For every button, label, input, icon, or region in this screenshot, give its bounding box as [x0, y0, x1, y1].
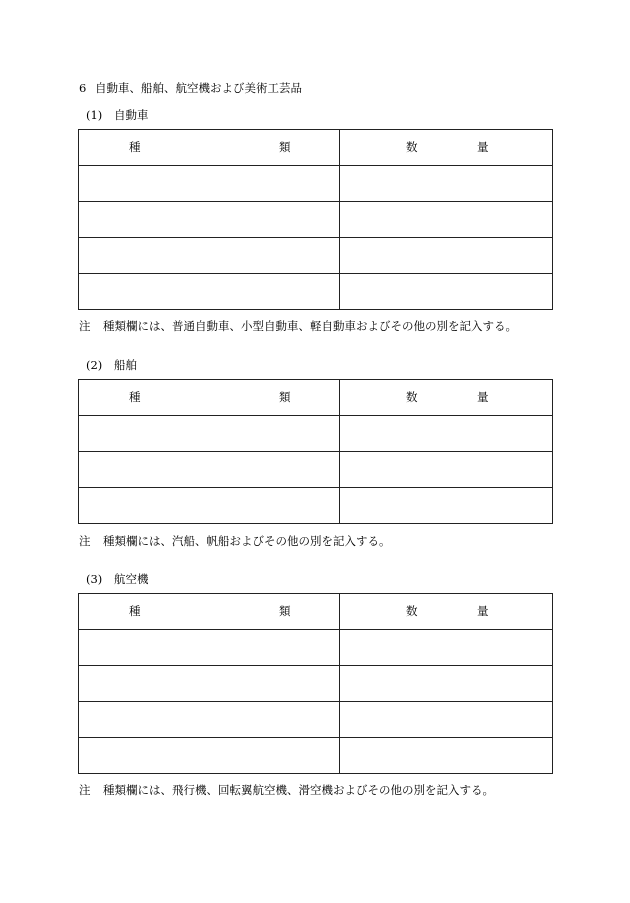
note-text: 種類欄には、普通自動車、小型自動車、軽自動車およびその他の別を記入する。: [103, 319, 517, 333]
section-title: 自動車、船舶、航空機および美術工芸品: [95, 81, 302, 95]
table-row: [79, 488, 553, 524]
kind-cell[interactable]: [79, 702, 340, 738]
subsection-number: (3): [86, 572, 103, 586]
subsection-number: (1): [86, 108, 103, 122]
header-quantity: [340, 594, 553, 630]
subsection-heading-2: [86, 357, 137, 373]
kind-cell[interactable]: [79, 488, 340, 524]
table-row: [79, 202, 553, 238]
header-qty-char-2: 量: [477, 604, 489, 618]
quantity-cell[interactable]: [340, 238, 553, 274]
header-kind-char-1: 種: [129, 604, 141, 618]
header-qty-char-1: 数: [406, 390, 418, 404]
header-kind-char-1: 種: [129, 140, 141, 154]
table-ships: [78, 379, 553, 524]
note-text: 種類欄には、汽船、帆船およびその他の別を記入する。: [103, 534, 391, 548]
subsection-heading-1: [86, 107, 149, 123]
header-qty-char-1: 数: [406, 140, 418, 154]
note-label: 注: [79, 534, 91, 548]
table-header-row: [79, 130, 553, 166]
subsection-title: 自動車: [114, 108, 149, 122]
quantity-cell[interactable]: [340, 202, 553, 238]
subsection-title: 航空機: [114, 572, 149, 586]
table-row: [79, 702, 553, 738]
note-3: [79, 782, 494, 798]
header-kind: [79, 380, 340, 416]
note-label: 注: [79, 319, 91, 333]
subsection-title: 船舶: [114, 358, 137, 372]
table-row: [79, 452, 553, 488]
quantity-cell[interactable]: [340, 452, 553, 488]
kind-cell[interactable]: [79, 452, 340, 488]
header-kind: [79, 594, 340, 630]
header-kind-char-2: 類: [279, 140, 291, 154]
section-heading: [79, 80, 302, 96]
kind-cell[interactable]: [79, 738, 340, 774]
quantity-cell[interactable]: [340, 738, 553, 774]
subsection-heading-3: [86, 571, 149, 587]
quantity-cell[interactable]: [340, 666, 553, 702]
table-row: [79, 238, 553, 274]
quantity-cell[interactable]: [340, 274, 553, 310]
note-2: [79, 533, 391, 549]
kind-cell[interactable]: [79, 166, 340, 202]
kind-cell[interactable]: [79, 202, 340, 238]
header-kind-char-2: 類: [279, 604, 291, 618]
header-quantity: [340, 380, 553, 416]
kind-cell[interactable]: [79, 238, 340, 274]
quantity-cell[interactable]: [340, 702, 553, 738]
table-row: [79, 274, 553, 310]
kind-cell[interactable]: [79, 416, 340, 452]
table-header-row: [79, 380, 553, 416]
note-label: 注: [79, 783, 91, 797]
quantity-cell[interactable]: [340, 488, 553, 524]
quantity-cell[interactable]: [340, 630, 553, 666]
section-number: 6: [79, 81, 87, 95]
note-text: 種類欄には、飛行機、回転翼航空機、滑空機およびその他の別を記入する。: [103, 783, 494, 797]
header-kind: [79, 130, 340, 166]
note-1: [79, 318, 517, 334]
table-row: [79, 630, 553, 666]
kind-cell[interactable]: [79, 274, 340, 310]
table-automobiles: [78, 129, 553, 310]
table-row: [79, 416, 553, 452]
table-header-row: [79, 594, 553, 630]
quantity-cell[interactable]: [340, 166, 553, 202]
header-quantity: [340, 130, 553, 166]
header-qty-char-2: 量: [477, 390, 489, 404]
table-row: [79, 166, 553, 202]
quantity-cell[interactable]: [340, 416, 553, 452]
kind-cell[interactable]: [79, 666, 340, 702]
header-qty-char-2: 量: [477, 140, 489, 154]
table-row: [79, 666, 553, 702]
header-kind-char-1: 種: [129, 390, 141, 404]
subsection-number: (2): [86, 358, 103, 372]
header-qty-char-1: 数: [406, 604, 418, 618]
table-row: [79, 738, 553, 774]
table-aircraft: [78, 593, 553, 774]
kind-cell[interactable]: [79, 630, 340, 666]
header-kind-char-2: 類: [279, 390, 291, 404]
